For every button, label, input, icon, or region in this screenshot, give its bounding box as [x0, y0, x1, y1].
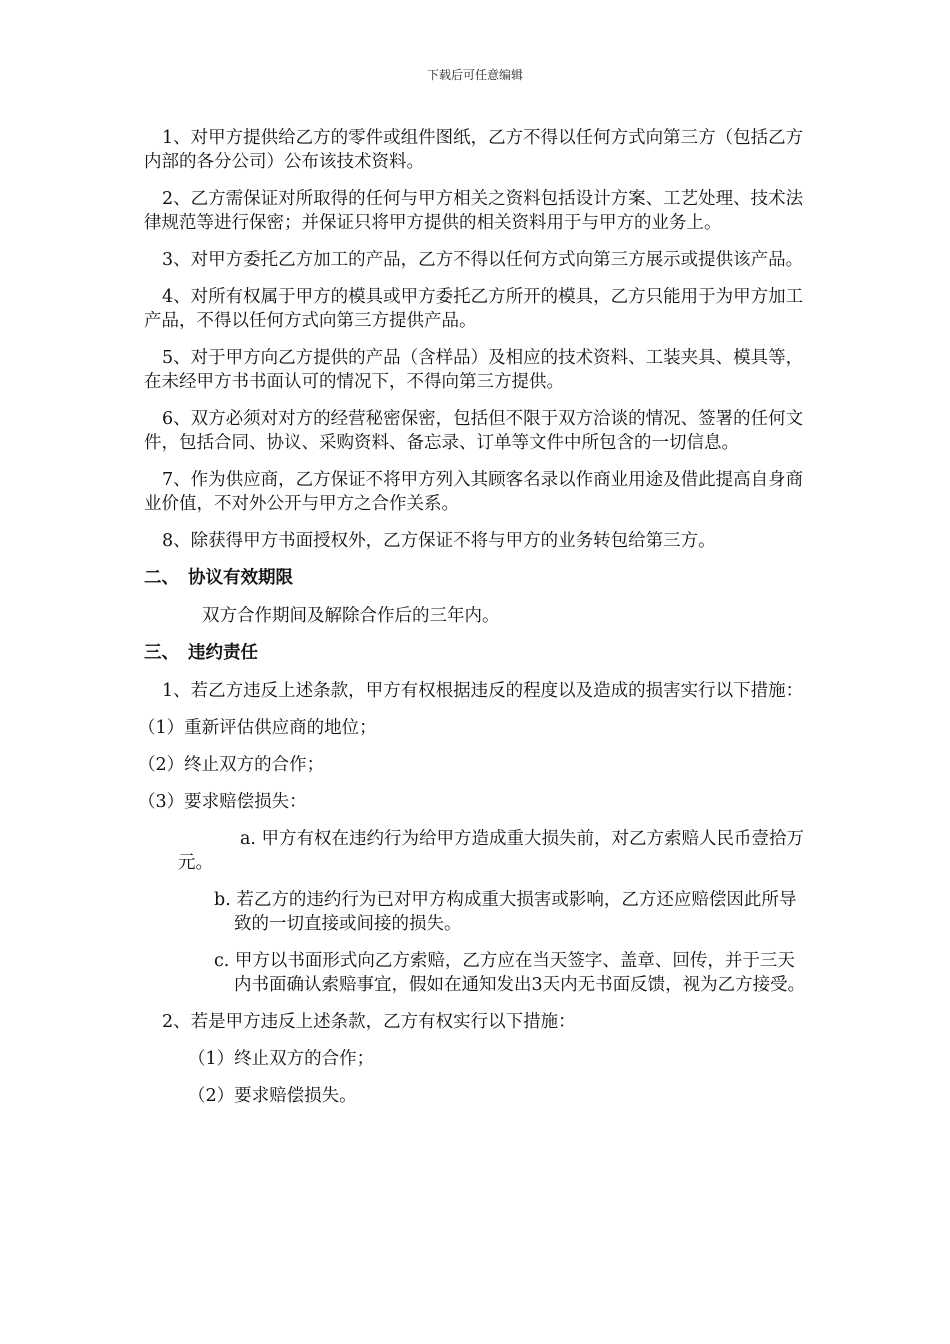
section-2-text: 双方合作期间及解除合作后的三年内。	[202, 606, 500, 626]
measure-3: （3）要求赔偿损失：	[138, 792, 307, 812]
breach-party-a-intro: 2、若是甲方违反上述条款，乙方有权实行以下措施：	[162, 1012, 576, 1032]
clause-3: 3、对甲方委托乙方加工的产品，乙方不得以任何方式向第三方展示或提供该产品。	[162, 250, 804, 270]
item-c: c. 甲方以书面形式向乙方索赔，乙方应在当天签字、盖章、回传，并于三天内书面确认索赔事宜，假如在通知发出3天内无书面反馈，视为乙方接受。	[214, 951, 806, 995]
clause-5: 5、对于甲方向乙方提供的产品（含样品）及相应的技术资料、工装夹具、模具等，在未经甲方书书面认可的情况下，不得向第三方提供。	[144, 348, 804, 392]
section-3-number: 三、	[144, 643, 179, 663]
page-header: 下载后可任意编辑	[426, 68, 523, 82]
measure-2-2: （2）要求赔偿损失。	[188, 1086, 357, 1106]
clause-8: 8、除获得甲方书面授权外，乙方保证不将与甲方的业务转包给第三方。	[162, 531, 716, 551]
item-b: b. 若乙方的违约行为已对甲方构成重大损害或影响，乙方还应赔偿因此所导致的一切直接或间接的损失。	[214, 890, 797, 934]
section-2-heading	[144, 566, 806, 590]
section-3-heading	[144, 641, 806, 665]
clause-2: 2、乙方需保证对所取得的任何与甲方相关之资料包括设计方案、工艺处理、技术法律规范等进行保密；并保证只将甲方提供的相关资料用于与甲方的业务上。	[144, 189, 804, 233]
clause-6: 6、双方必须对对方的经营秘密保密，包括但不限于双方洽谈的情况、签署的任何文件，包括合同、协议、采购资料、备忘录、订单等文件中所包含的一切信息。	[144, 409, 804, 453]
section-2-number: 二、	[144, 568, 179, 588]
clause-1: 1、对甲方提供给乙方的零件或组件图纸，乙方不得以任何方式向第三方（包括乙方内部的各分公司）公布该技术资料。	[144, 128, 804, 172]
measure-2: （2）终止双方的合作；	[138, 755, 325, 775]
clause-7: 7、作为供应商，乙方保证不将甲方列入其顾客名录以作商业用途及借此提高自身商业价值，不对外公开与甲方之合作关系。	[144, 470, 804, 514]
item-a: a. 甲方有权在违约行为给甲方造成重大损失前，对乙方索赔人民币壹拾万元。	[178, 829, 805, 873]
section-3-title: 违约责任	[188, 643, 258, 663]
measure-1: （1）重新评估供应商的地位；	[138, 718, 377, 738]
measure-2-1: （1）终止双方的合作；	[188, 1049, 375, 1069]
clause-4: 4、对所有权属于甲方的模具或甲方委托乙方所开的模具，乙方只能用于为甲方加工产品，不得以任何方式向第三方提供产品。	[144, 287, 804, 331]
section-2-title: 协议有效期限	[188, 568, 293, 588]
document-body	[138, 126, 806, 1121]
breach-party-b-intro: 1、若乙方违反上述条款，甲方有权根据违反的程度以及造成的损害实行以下措施：	[162, 681, 804, 701]
